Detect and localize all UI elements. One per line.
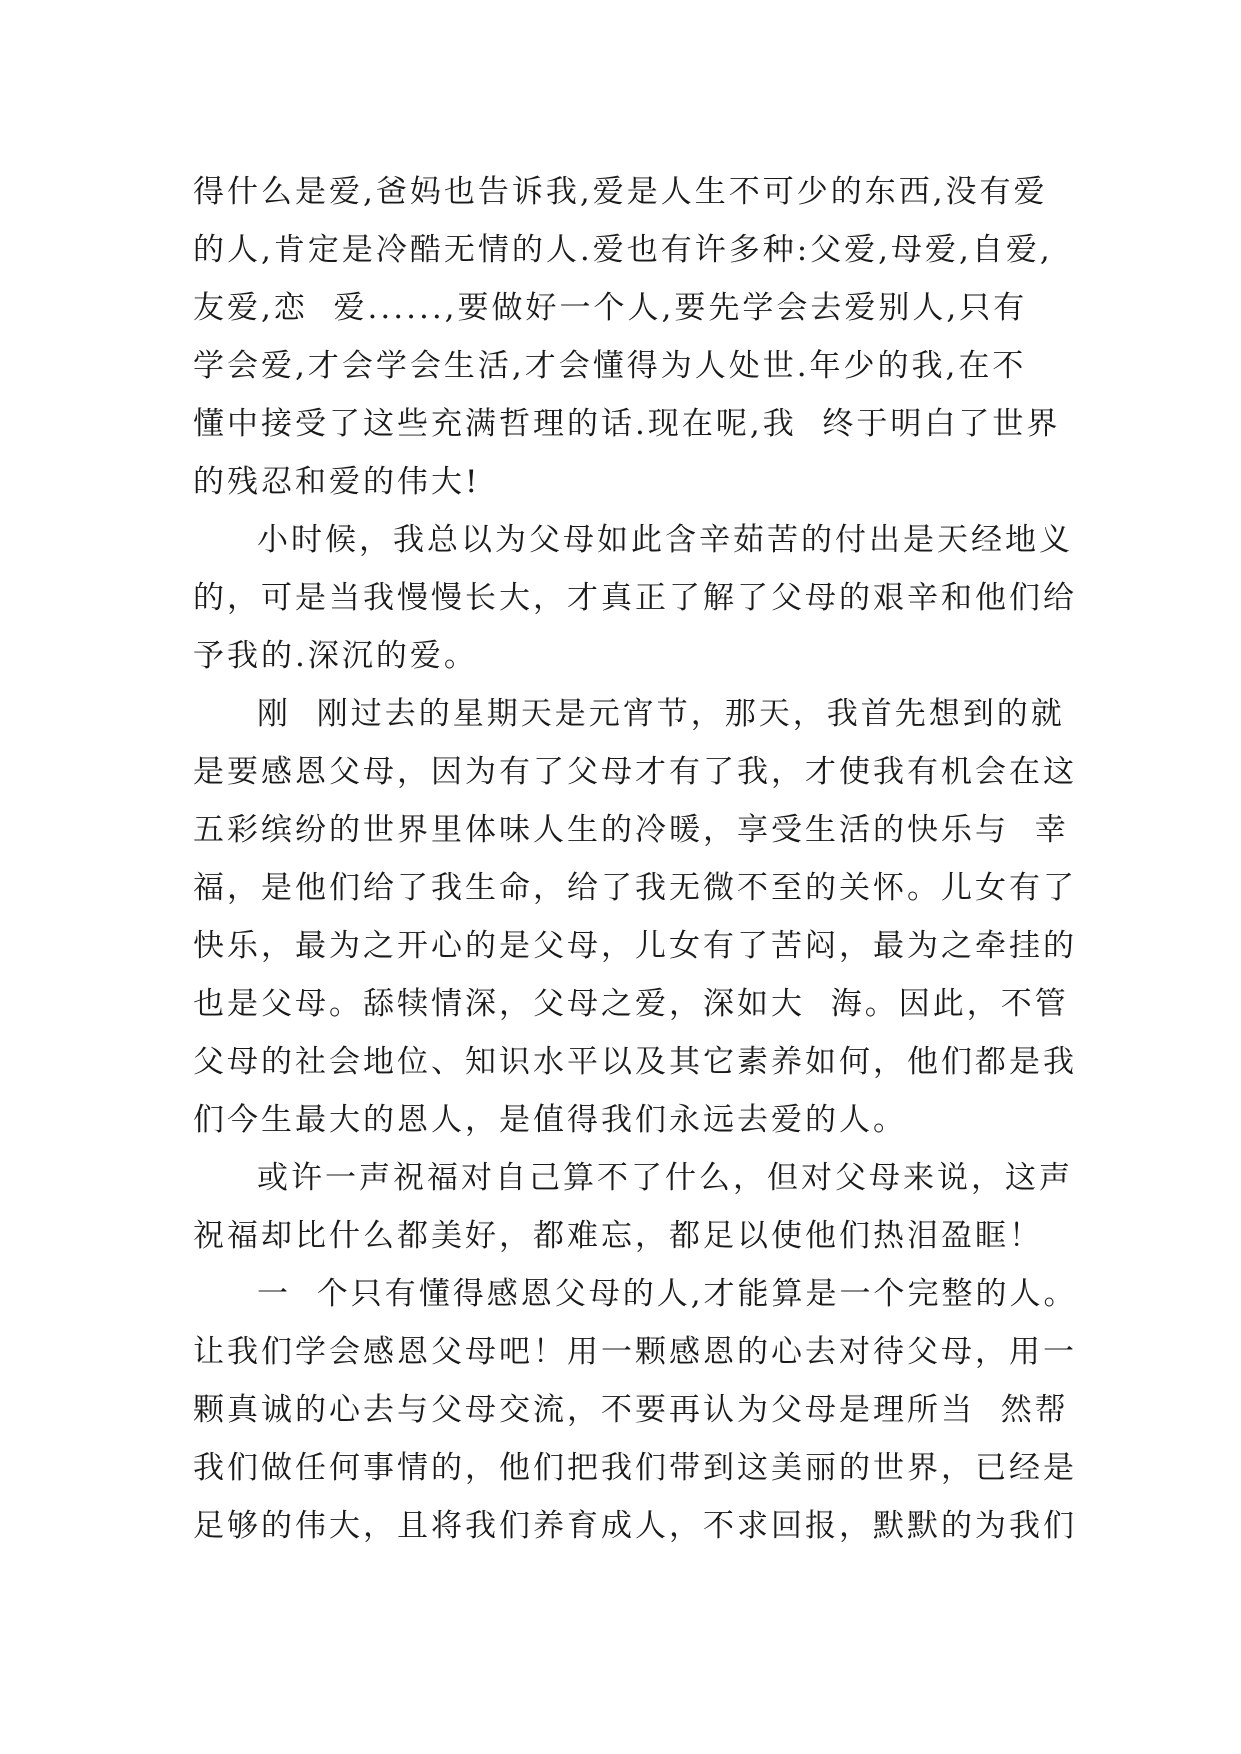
text-line: 父母的社会地位、知识水平以及其它素养如何，他们都是我: [193, 1044, 1077, 1080]
text-line: 的，可是当我慢慢长大，才真正了解了父母的艰辛和他们给: [193, 580, 1077, 616]
text-line: 五彩缤纷的世界里体味人生的冷暖，享受生活的快乐与 幸: [193, 812, 1069, 848]
text-line: 懂中接受了这些充满哲理的话.现在呢,我 终于明白了世界: [193, 406, 1061, 442]
text-line: 祝福却比什么都美好，都难忘，都足以使他们热泪盈眶！: [193, 1218, 1043, 1254]
text-line: 们今生最大的恩人，是值得我们永远去爱的人。: [193, 1102, 907, 1138]
text-line: 学会爱,才会学会生活,才会懂得为人处世.年少的我,在不: [193, 348, 1027, 384]
text-line: 颗真诚的心去与父母交流，不要再认为父母是理所当 然帮: [193, 1392, 1069, 1428]
text-line: 得什么是爱,爸妈也告诉我,爱是人生不可少的东西,没有爱: [193, 174, 1048, 210]
text-line: 足够的伟大，且将我们养育成人，不求回报，默默的为我们: [193, 1508, 1077, 1544]
text-line: 让我们学会感恩父母吧！用一颗感恩的心去对待父母，用一: [193, 1334, 1077, 1370]
text-line: 的人,肯定是冷酷无情的人.爱也有许多种:父爱,母爱,自爱,: [193, 232, 1053, 268]
text-line: 也是父母。舔犊情深，父母之爱，深如大 海。因此，不管: [193, 986, 1069, 1022]
text-line: 或许一声祝福对自己算不了什么，但对父母来说，这声: [257, 1160, 1073, 1196]
text-line: 快乐，最为之开心的是父母，儿女有了苦闷，最为之牵挂的: [193, 928, 1077, 964]
text-line: 刚 刚过去的星期天是元宵节，那天，我首先想到的就: [257, 696, 1065, 732]
body-text: [193, 163, 1078, 1555]
text-line: 是要感恩父母，因为有了父母才有了我，才使我有机会在这: [193, 754, 1077, 790]
text-line: 福，是他们给了我生命，给了我无微不至的关怀。儿女有了: [193, 870, 1077, 906]
text-line: 予我的.深沉的爱。: [193, 638, 478, 674]
text-line: 友爱,恋 爱......,要做好一个人,要先学会去爱别人,只有: [193, 290, 1028, 326]
text-line: 我们做任何事情的，他们把我们带到这美丽的世界，已经是: [193, 1450, 1077, 1486]
text-line: 的残忍和爱的伟大!: [193, 464, 481, 500]
text-line: 一 个只有懂得感恩父母的人,才能算是一个完整的人。: [257, 1276, 1078, 1312]
text-line: 小时候，我总以为父母如此含辛茹苦的付出是天经地义: [257, 522, 1073, 558]
